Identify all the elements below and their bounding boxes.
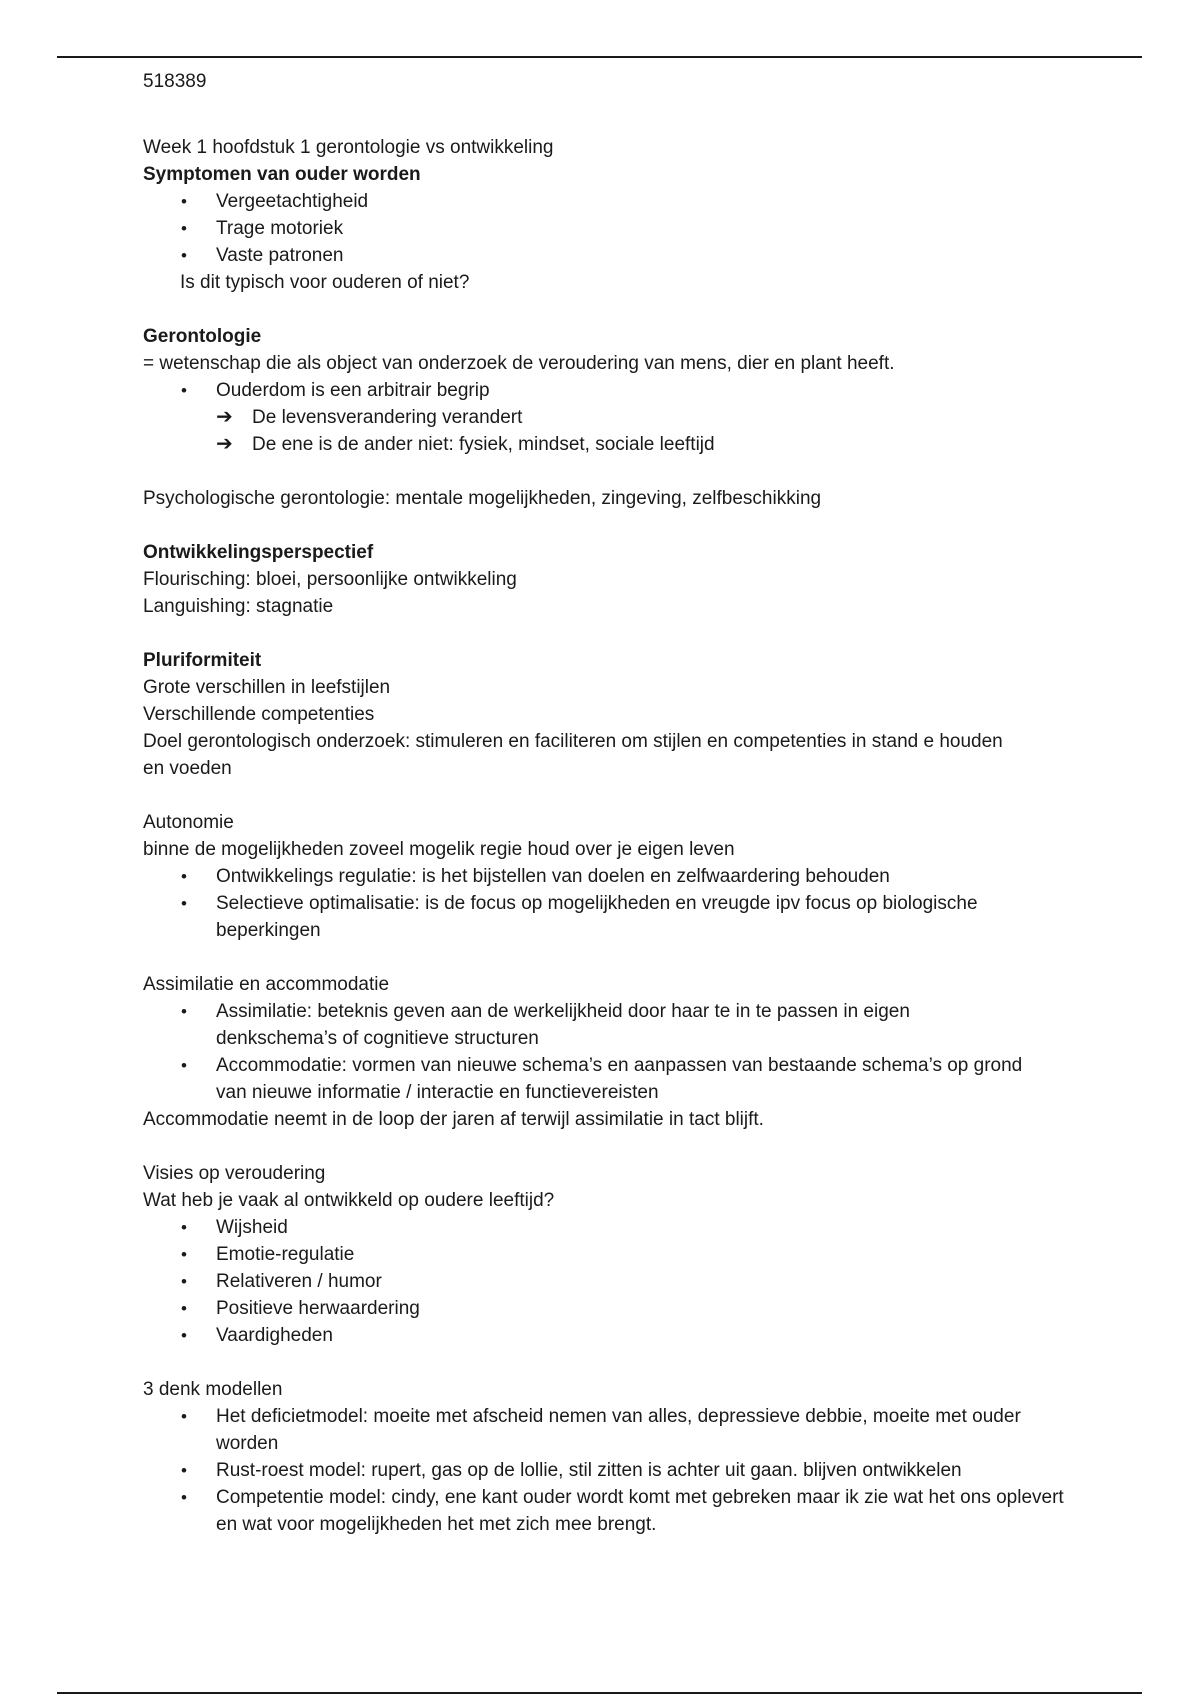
list-item: • Relativeren / humor [143, 1268, 1083, 1295]
list-item: • Trage motoriek [143, 215, 1083, 242]
bullet-icon: • [181, 1218, 187, 1237]
visies-list [143, 1214, 1083, 1349]
gerontologie-list [143, 377, 1083, 404]
document-id: 518389 [143, 71, 207, 92]
ontwikkeling-line: Languishing: stagnatie [143, 596, 334, 617]
list-item: • Emotie-regulatie [143, 1241, 1083, 1268]
ontwikkeling-line: Flourisching: bloei, persoonlijke ontwikkeling [143, 569, 517, 590]
assimilatie-list [143, 998, 1033, 1106]
bullet-icon: • [181, 219, 187, 238]
document-body [143, 68, 1083, 1538]
list-item: • Het deficietmodel: moeite met afscheid nemen van alles, depressieve debbie, moeite met ouder worden [143, 1403, 1083, 1457]
pluriformiteit-doel: Doel gerontologisch onderzoek: stimuleren en faciliteren om stijlen en competenties in stand e houden en voeden [143, 731, 1003, 779]
list-item: • Accommodatie: vormen van nieuwe schema’s en aanpassen van bestaande schema’s op grond van nieuwe informatie / interactie en functievereisten [143, 1052, 1033, 1106]
bullet-icon: • [181, 1299, 187, 1318]
list-item: • Vaardigheden [143, 1322, 1083, 1349]
gerontologie-arrow-list [143, 404, 1083, 458]
bullet-icon: • [181, 1461, 187, 1480]
list-item: • Ontwikkelings regulatie: is het bijstellen van doelen en zelfwaardering behouden [143, 863, 1053, 890]
pluriformiteit-line: Grote verschillen in leefstijlen [143, 677, 391, 698]
pluriformiteit-line: Verschillende competenties [143, 704, 375, 725]
bullet-icon: • [181, 192, 187, 211]
modellen-list [143, 1403, 1083, 1538]
section-heading-gerontologie: Gerontologie [143, 326, 262, 347]
top-rule [57, 56, 1142, 58]
bullet-icon: • [181, 1272, 187, 1291]
week-title: Week 1 hoofdstuk 1 gerontologie vs ontwikkeling [143, 137, 554, 158]
assimilatie-conclusion: Accommodatie neemt in de loop der jaren af terwijl assimilatie in tact blijft. [143, 1109, 764, 1130]
symptomen-question: Is dit typisch voor ouderen of niet? [180, 272, 470, 293]
list-item: • Ouderdom is een arbitrair begrip [143, 377, 1083, 404]
list-item: • Wijsheid [143, 1214, 1083, 1241]
section-heading-autonomie: Autonomie [143, 812, 234, 833]
bullet-icon: • [181, 381, 187, 400]
list-item: • Competentie model: cindy, ene kant ouder wordt komt met gebreken maar ik zie wat het ons oplevert en wat voor mogelijkheden het met zich mee brengt. [143, 1484, 1083, 1538]
bullet-icon: • [181, 1488, 187, 1507]
visies-question: Wat heb je vaak al ontwikkeld op oudere leeftijd? [143, 1190, 555, 1211]
section-heading-ontwikkeling: Ontwikkelingsperspectief [143, 542, 374, 563]
section-heading-pluriformiteit: Pluriformiteit [143, 650, 262, 671]
bullet-icon: • [181, 1326, 187, 1345]
bullet-icon: • [181, 1002, 187, 1021]
bullet-icon: • [181, 1407, 187, 1426]
bullet-icon: • [181, 246, 187, 265]
autonomie-intro: binne de mogelijkheden zoveel mogelik regie houd over je eigen leven [143, 839, 735, 860]
list-item: • Positieve herwaardering [143, 1295, 1083, 1322]
list-item: • Rust-roest model: rupert, gas op de lollie, stil zitten is achter uit gaan. blijven ontwikkelen [143, 1457, 1083, 1484]
list-item: ➔ De ene is de ander niet: fysiek, mindset, sociale leeftijd [143, 431, 1083, 458]
bullet-icon: • [181, 894, 187, 913]
list-item: • Selectieve optimalisatie: is de focus op mogelijkheden en vreugde ipv focus op biologische beperkingen [143, 890, 1053, 944]
gerontologie-definition: = wetenschap die als object van onderzoek de veroudering van mens, dier en plant heeft. [143, 353, 895, 374]
section-heading-symptomen: Symptomen van ouder worden [143, 164, 421, 185]
bullet-icon: • [181, 1245, 187, 1264]
arrow-right-icon: ➔ [216, 433, 233, 455]
list-item: • Vaste patronen [143, 242, 1083, 269]
section-heading-modellen: 3 denk modellen [143, 1379, 283, 1400]
autonomie-list [143, 863, 1053, 944]
list-item: • Vergeetachtigheid [143, 188, 1083, 215]
section-heading-visies: Visies op veroudering [143, 1163, 326, 1184]
symptomen-list [143, 188, 1083, 269]
list-item: ➔ De levensverandering verandert [143, 404, 1083, 431]
arrow-right-icon: ➔ [216, 406, 233, 428]
bottom-rule [57, 1692, 1142, 1694]
bullet-icon: • [181, 867, 187, 886]
section-heading-assimilatie: Assimilatie en accommodatie [143, 974, 390, 995]
list-item: • Assimilatie: beteknis geven aan de werkelijkheid door haar te in te passen in eigen denkschema’s of cognitieve structuren [143, 998, 1033, 1052]
bullet-icon: • [181, 1056, 187, 1075]
psychologische-gerontologie: Psychologische gerontologie: mentale mogelijkheden, zingeving, zelfbeschikking [143, 488, 822, 509]
